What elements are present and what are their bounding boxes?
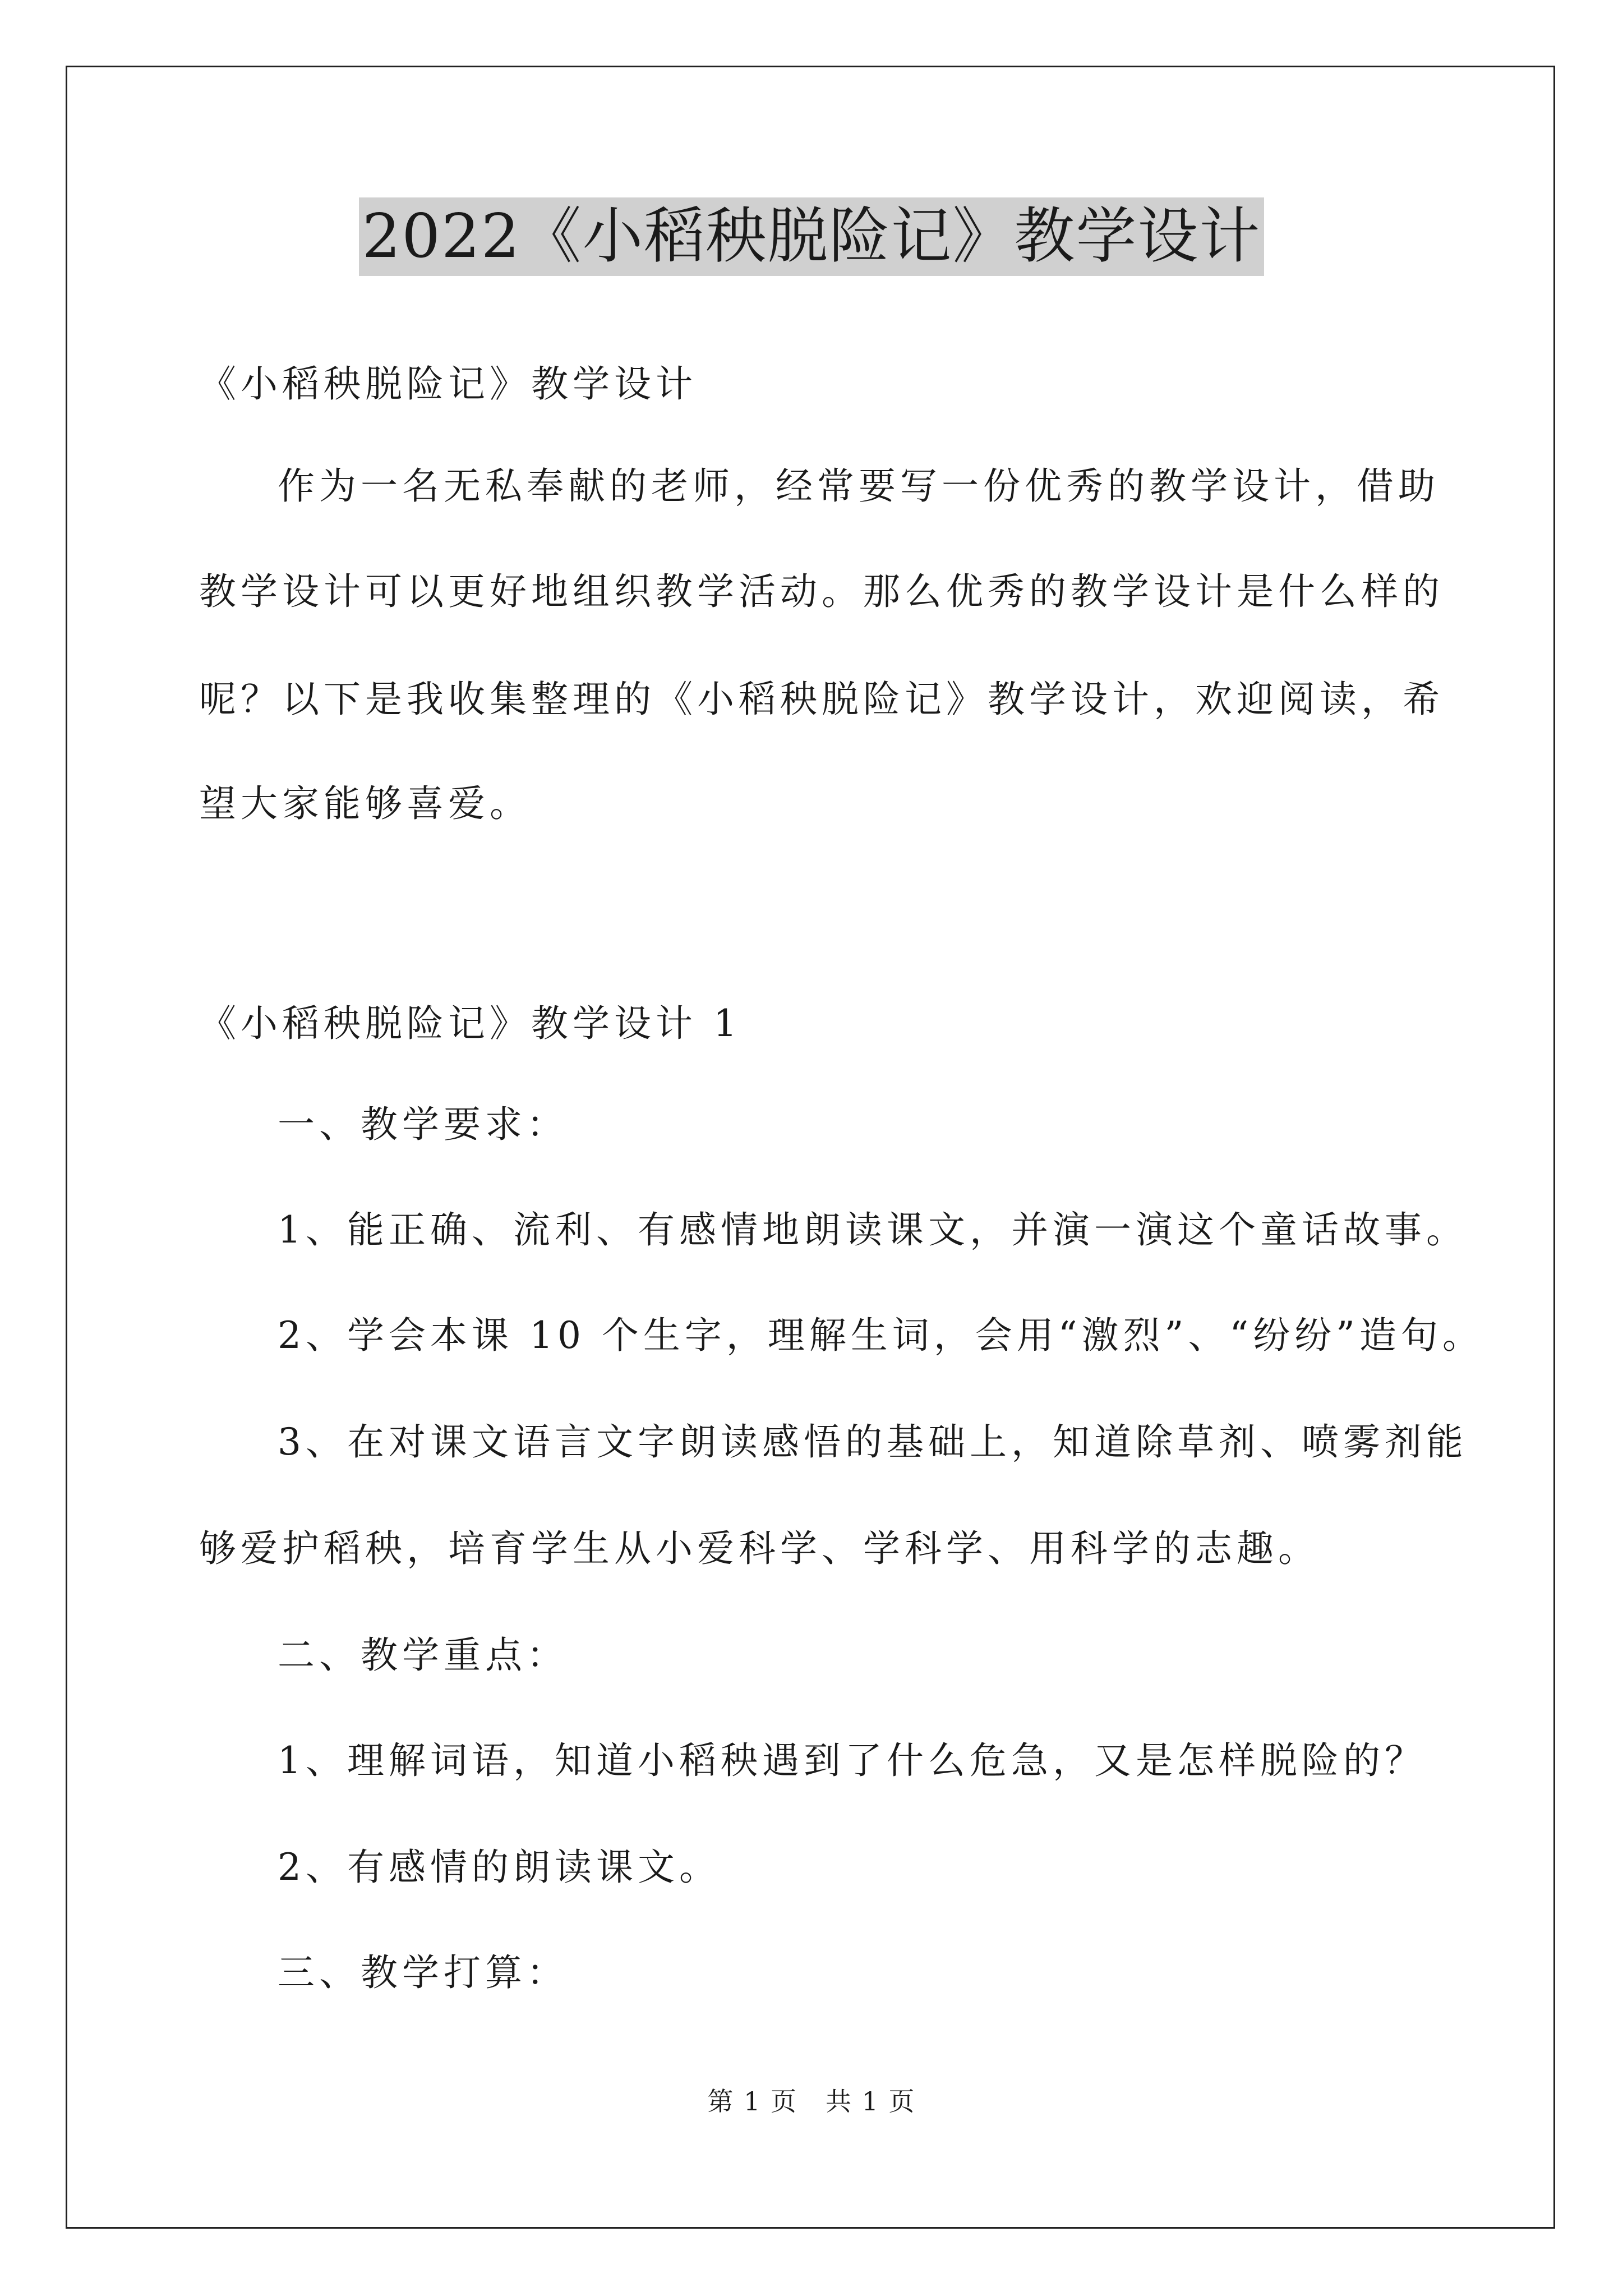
- page-total: 共 1 页: [826, 2086, 916, 2116]
- list-item: 2、有感情的朗读课文。: [278, 1846, 721, 1889]
- list-item: 3、在对课文语言文字朗读感悟的基础上，知道除草剂、喷雾剂能: [278, 1420, 1468, 1464]
- paragraph-line: 望大家能够喜爱。: [199, 782, 531, 825]
- list-item: 1、理解词语，知道小稻秧遇到了什么危急，又是怎样脱险的？: [278, 1739, 1426, 1782]
- section-subheading: 三、教学打算：: [278, 1951, 568, 1994]
- page-footer: [0, 2085, 1623, 2118]
- paragraph-line: 教学设计可以更好地组织教学活动。那么优秀的教学设计是什么样的: [199, 570, 1444, 613]
- paragraph-line: 呢？以下是我收集整理的《小稻秧脱险记》教学设计，欢迎阅读，希: [199, 678, 1444, 721]
- subtitle-line: 《小稻秧脱险记》教学设计: [199, 362, 697, 406]
- paragraph-line: 作为一名无私奉献的老师，经常要写一份优秀的教学设计，借助: [278, 464, 1440, 508]
- section-heading: 《小稻秧脱险记》教学设计 1: [199, 1002, 741, 1045]
- list-item: 1、能正确、流利、有感情地朗读课文，并演一演这个童话故事。: [278, 1208, 1468, 1251]
- section-subheading: 一、教学要求：: [278, 1103, 568, 1146]
- section-subheading: 二、教学重点：: [278, 1634, 568, 1677]
- title-container: [0, 197, 1623, 276]
- page-number: 第 1 页: [707, 2086, 797, 2116]
- list-item: 2、学会本课 10 个生字，理解生词，会用“激烈”、“纷纷”造句。: [278, 1314, 1484, 1357]
- list-item-continuation: 够爱护稻秧，培育学生从小爱科学、学科学、用科学的志趣。: [199, 1527, 1320, 1570]
- document-title: 2022《小稻秧脱险记》教学设计: [359, 197, 1265, 276]
